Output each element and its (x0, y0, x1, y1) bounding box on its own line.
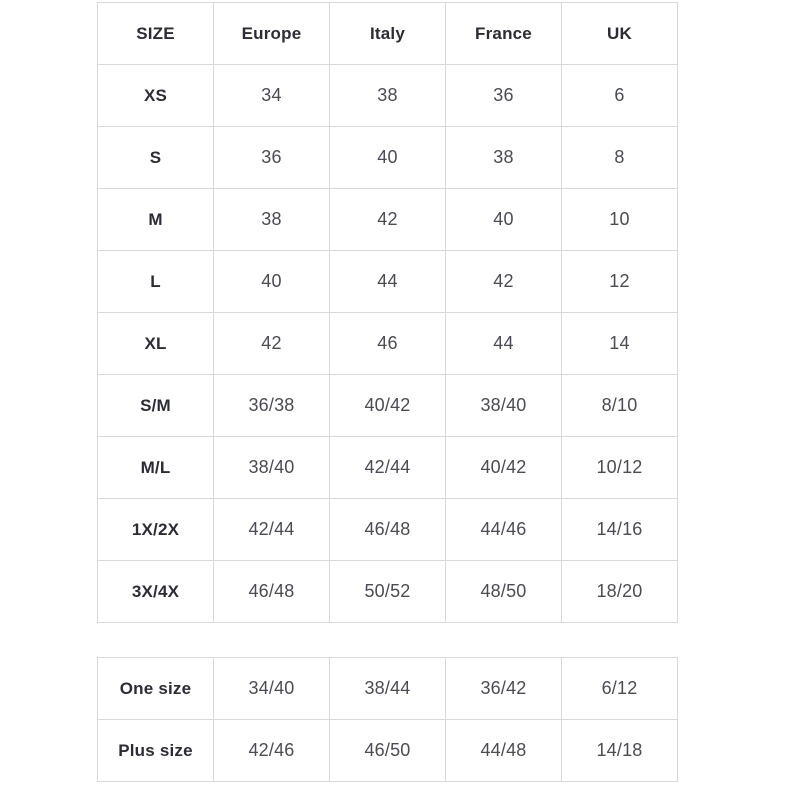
size-value-cell: 48/50 (446, 561, 562, 623)
size-value-cell: 12 (562, 251, 678, 313)
size-value-cell: 14 (562, 313, 678, 375)
size-value-cell: 34 (214, 65, 330, 127)
size-value-cell: 42/44 (214, 499, 330, 561)
row-label: M (98, 189, 214, 251)
size-value-cell: 46/48 (330, 499, 446, 561)
row-label: S/M (98, 375, 214, 437)
column-header-size: SIZE (98, 3, 214, 65)
row-label: 1X/2X (98, 499, 214, 561)
size-value-cell: 42/44 (330, 437, 446, 499)
size-value-cell: 40/42 (446, 437, 562, 499)
special-sizes-table (97, 657, 678, 782)
size-value-cell: 44 (330, 251, 446, 313)
row-label: One size (98, 658, 214, 720)
size-value-cell: 42 (214, 313, 330, 375)
size-value-cell: 46 (330, 313, 446, 375)
column-header-uk: UK (562, 3, 678, 65)
header-row (98, 3, 678, 65)
size-value-cell: 18/20 (562, 561, 678, 623)
size-value-cell: 40 (330, 127, 446, 189)
size-value-cell: 10/12 (562, 437, 678, 499)
table-row (98, 499, 678, 561)
size-value-cell: 6/12 (562, 658, 678, 720)
size-value-cell: 40/42 (330, 375, 446, 437)
table-row (98, 561, 678, 623)
row-label: L (98, 251, 214, 313)
special-sizes-table-body (98, 658, 678, 782)
table-row (98, 65, 678, 127)
size-value-cell: 44 (446, 313, 562, 375)
size-value-cell: 36 (446, 65, 562, 127)
size-value-cell: 14/16 (562, 499, 678, 561)
size-value-cell: 38 (446, 127, 562, 189)
table-row (98, 313, 678, 375)
column-header-italy: Italy (330, 3, 446, 65)
size-value-cell: 36/42 (446, 658, 562, 720)
column-header-france: France (446, 3, 562, 65)
row-label: XS (98, 65, 214, 127)
size-value-cell: 8/10 (562, 375, 678, 437)
size-value-cell: 38/44 (330, 658, 446, 720)
size-value-cell: 8 (562, 127, 678, 189)
size-value-cell: 42 (446, 251, 562, 313)
table-row (98, 658, 678, 720)
size-value-cell: 38/40 (214, 437, 330, 499)
size-value-cell: 10 (562, 189, 678, 251)
size-value-cell: 46/50 (330, 720, 446, 782)
size-conversion-table-body (98, 65, 678, 623)
table-gap (97, 623, 800, 657)
table-row (98, 375, 678, 437)
size-value-cell: 40 (446, 189, 562, 251)
size-value-cell: 42/46 (214, 720, 330, 782)
size-value-cell: 46/48 (214, 561, 330, 623)
row-label: 3X/4X (98, 561, 214, 623)
row-label: S (98, 127, 214, 189)
row-label: M/L (98, 437, 214, 499)
size-value-cell: 38 (330, 65, 446, 127)
column-header-europe: Europe (214, 3, 330, 65)
table-row (98, 127, 678, 189)
size-value-cell: 38/40 (446, 375, 562, 437)
row-label: Plus size (98, 720, 214, 782)
size-value-cell: 6 (562, 65, 678, 127)
size-value-cell: 50/52 (330, 561, 446, 623)
size-value-cell: 36 (214, 127, 330, 189)
size-value-cell: 40 (214, 251, 330, 313)
size-conversion-table (97, 2, 678, 623)
size-conversion-table-header (98, 3, 678, 65)
size-value-cell: 34/40 (214, 658, 330, 720)
table-row (98, 189, 678, 251)
table-row (98, 720, 678, 782)
size-value-cell: 14/18 (562, 720, 678, 782)
table-row (98, 437, 678, 499)
size-value-cell: 36/38 (214, 375, 330, 437)
row-label: XL (98, 313, 214, 375)
size-value-cell: 42 (330, 189, 446, 251)
size-value-cell: 44/48 (446, 720, 562, 782)
size-value-cell: 38 (214, 189, 330, 251)
size-value-cell: 44/46 (446, 499, 562, 561)
table-row (98, 251, 678, 313)
